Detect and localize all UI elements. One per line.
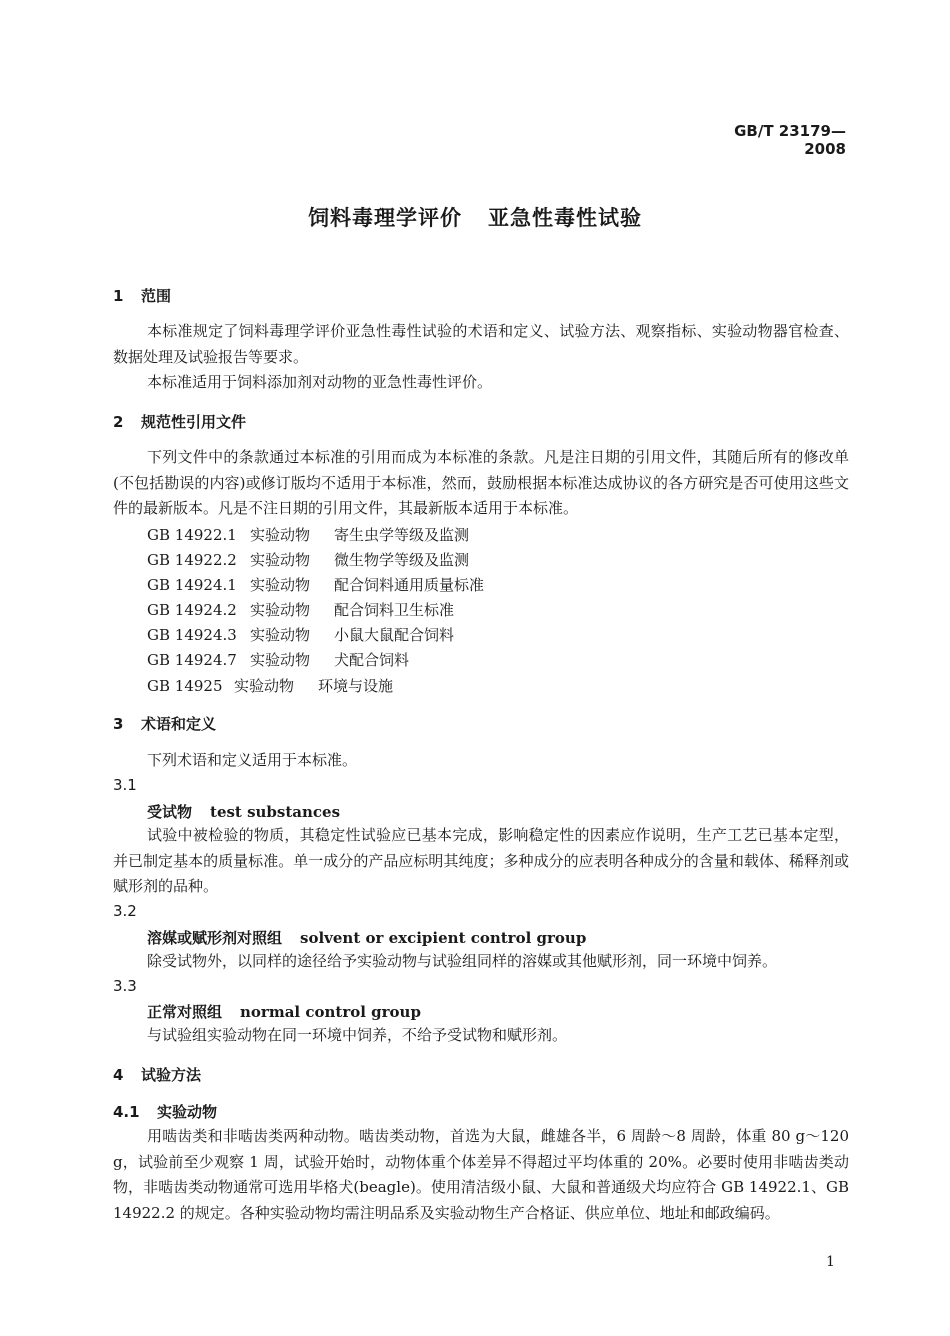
title-part-2: 亚急性毒性试验 — [488, 206, 642, 230]
reference-item: GB 14925 实验动物 环境与设施 — [147, 677, 394, 695]
section-2-heading: 2 规范性引用文件 — [113, 413, 247, 431]
term-number: 3.2 — [113, 902, 137, 920]
term-definition: 试验中被检验的物质，其稳定性试验应已基本完成，影响稳定性的因素应作说明，生产工艺已基本定型，并已制定基本的质量标准。单一成分的产品应标明其纯度；多种成分的应表明各种成分的含量和载体、稀释剂或赋形剂的品种。 — [113, 826, 849, 895]
term-heading: 正常对照组 normal control group — [147, 1003, 421, 1021]
term-definition: 与试验组实验动物在同一环境中饲养，不给予受试物和赋形剂。 — [147, 1026, 568, 1044]
reference-item: GB 14924.1 实验动物 配合饲料通用质量标准 — [147, 576, 485, 594]
section-1-paragraph-1: 本标准规定了饲料毒理学评价亚急性毒性试验的术语和定义、试验方法、观察指标、实验动物器官检查、数据处理及试验报告等要求。 — [113, 322, 849, 366]
page-number: 1 — [826, 1254, 835, 1270]
section-1-paragraph-2: 本标准适用于饲料添加剂对动物的亚急性毒性评价。 — [147, 373, 493, 391]
section-3-heading: 3 术语和定义 — [113, 715, 217, 733]
subsection-4-1-heading: 4.1 实验动物 — [113, 1103, 218, 1121]
reference-item: GB 14924.7 实验动物 犬配合饲料 — [147, 651, 410, 669]
reference-item: GB 14922.1 实验动物 寄生虫学等级及监测 — [147, 526, 470, 544]
term-number: 3.3 — [113, 977, 137, 995]
section-1-heading: 1 范围 — [113, 287, 172, 305]
term-definition: 除受试物外，以同样的途径给予实验动物与试验组同样的溶媒或其他赋形剂，同一环境中饲养。 — [147, 952, 778, 970]
reference-item: GB 14922.2 实验动物 微生物学等级及监测 — [147, 551, 470, 569]
title-part-1: 饲料毒理学评价 — [308, 206, 462, 230]
section-2-paragraph: 下列文件中的条款通过本标准的引用而成为本标准的条款。凡是注日期的引用文件，其随后所有的修改单(不包括勘误的内容)或修订版均不适用于本标准，然而，鼓励根据本标准达成协议的各方研究是否可使用这些文件的最新版本。凡是不注日期的引用文件，其最新版本适用于本标准。 — [113, 448, 849, 517]
reference-item: GB 14924.2 实验动物 配合饲料卫生标准 — [147, 601, 455, 619]
section-4-heading: 4 试验方法 — [113, 1066, 202, 1084]
standard-code: GB/T 23179—2008 — [734, 122, 846, 158]
section-3-intro: 下列术语和定义适用于本标准。 — [147, 751, 358, 769]
subsection-4-1-paragraph: 用啮齿类和非啮齿类两种动物。啮齿类动物，首选为大鼠，雌雄各半，6 周龄～8 周龄，体重 80 g～120 g，试验前至少观察 1 周，试验开始时，动物体重个体差异不得超过平均体重的 20%。必要时使用非啮齿类动物，非啮齿类动物通常可选用毕格犬(beagle)。使用清洁级小鼠、大鼠和普通级犬均应符合 GB 14922.1、GB 14922.2 的规定。各种实验动物均需注明品系及实验动物生产合格证、供应单位、地址和邮政编码。 — [113, 1127, 849, 1222]
term-heading: 溶媒或赋形剂对照组 solvent or excipient control group — [147, 929, 587, 947]
term-number: 3.1 — [113, 776, 137, 794]
document-title — [0, 202, 950, 232]
term-heading: 受试物 test substances — [147, 803, 341, 821]
reference-item: GB 14924.3 实验动物 小鼠大鼠配合饲料 — [147, 626, 455, 644]
